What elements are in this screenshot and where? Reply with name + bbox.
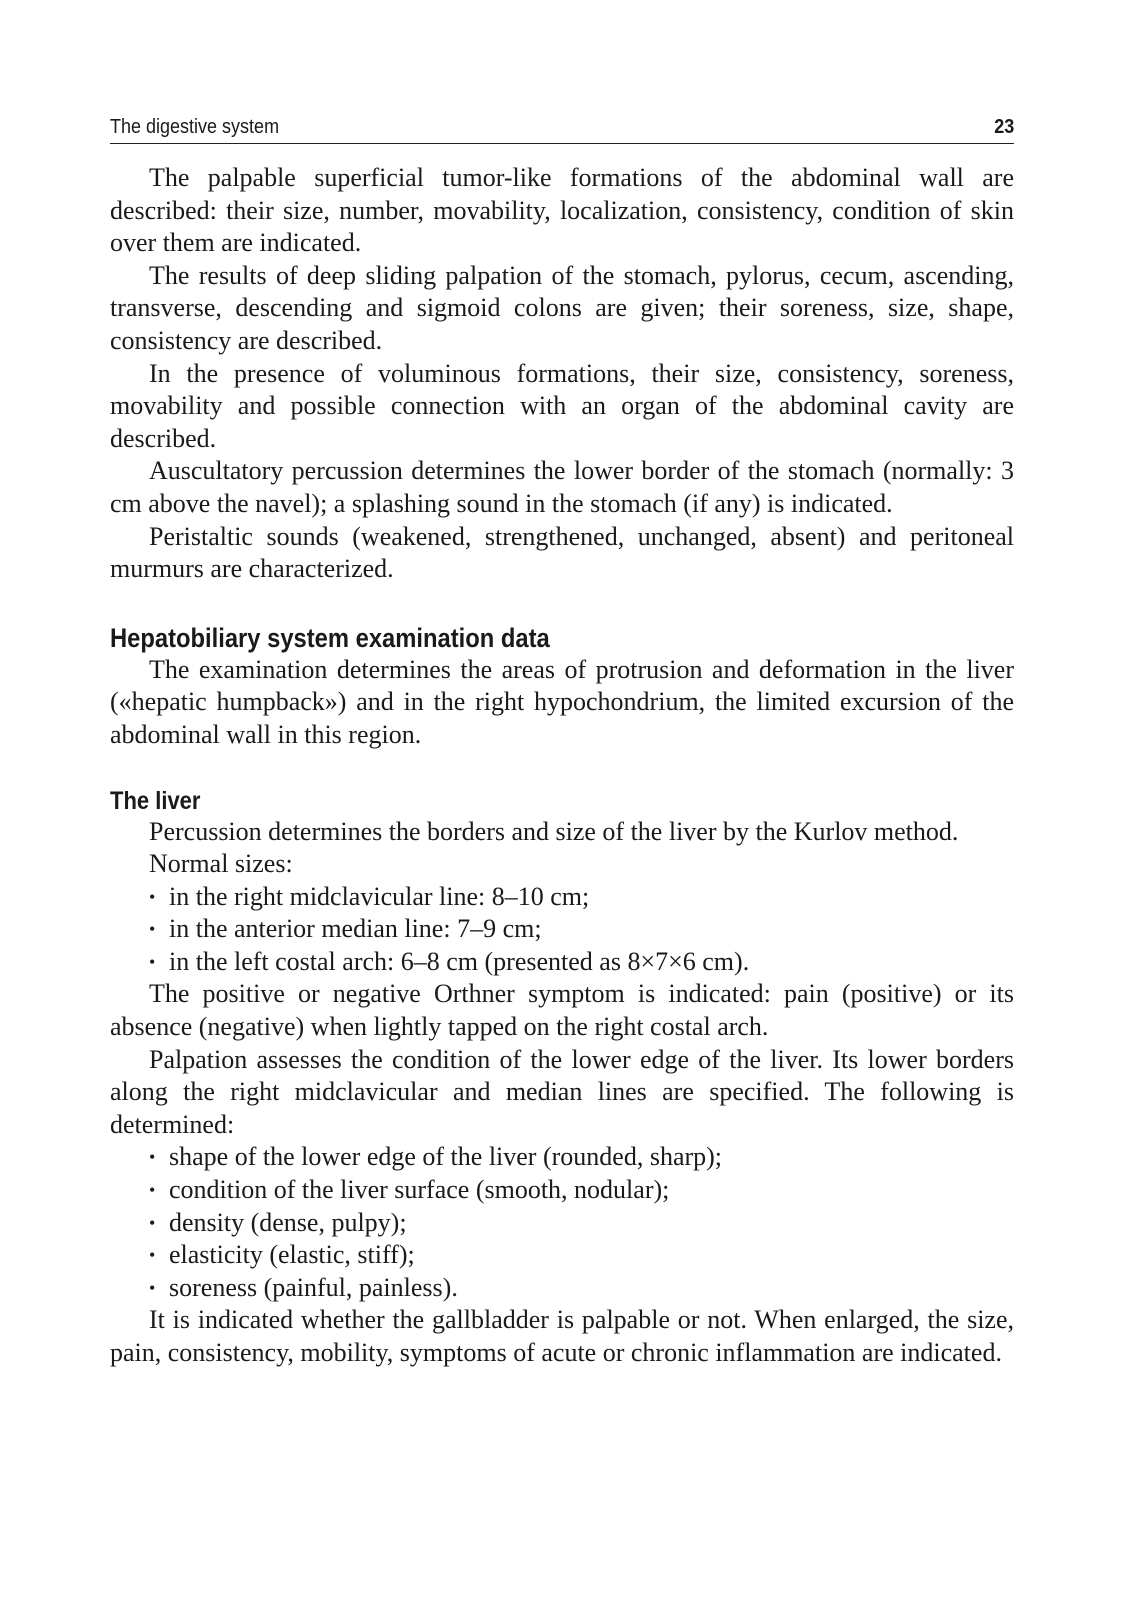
bullet-icon: • (149, 1180, 156, 1201)
bullet-icon: • (149, 1245, 156, 1266)
list-item: • elasticity (elastic, stiff); (149, 1239, 1014, 1272)
bullet-icon: • (149, 919, 156, 940)
paragraph-liver-percussion: Percussion determines the borders and size of the liver by the Kurlov method. (149, 816, 959, 846)
list-liver-features (110, 1141, 1014, 1304)
bullet-icon: • (149, 951, 156, 972)
list-item: • soreness (painful, painless). (149, 1272, 1014, 1305)
paragraph-peristaltic-sounds: Peristaltic sounds (weakened, strengthened, unchanged, absent) and peritoneal murmurs are characterized. (110, 521, 1014, 584)
document-page (110, 105, 1014, 1370)
paragraph-hepatobiliary-examination: The examination determines the areas of protrusion and deformation in the liver («hepatic humpback») and in the right hypochondrium, the limited excursion of the abdominal wall in this region. (110, 654, 1014, 749)
page-number: 23 (993, 116, 1014, 138)
bullet-icon: • (149, 886, 156, 907)
paragraph-normal-sizes: Normal sizes: (149, 849, 293, 879)
bullet-icon: • (149, 1277, 156, 1298)
list-item: • in the left costal arch: 6–8 cm (presented as 8×7×6 cm). (149, 946, 1014, 979)
paragraph-auscultatory-percussion: Auscultatory percussion determines the lower border of the stomach (normally: 3 cm above the navel); a splashing sound in the stomach (if any) is indicated. (110, 456, 1014, 518)
list-item: • condition of the liver surface (smooth, nodular); (149, 1174, 1014, 1207)
list-item: • in the anterior median line: 7–9 cm; (149, 913, 1014, 946)
running-header (110, 105, 1014, 144)
paragraph-deep-palpation: The results of deep sliding palpation of the stomach, pylorus, cecum, ascending, transverse, descending and sigmoid colons are given; their soreness, size, shape, consistency are described. (110, 260, 1014, 355)
bullet-icon: • (149, 1212, 156, 1233)
paragraph-palpation: Palpation assesses the condition of the lower edge of the liver. Its lower borders along the right midclavicular and median lines are specified. The following is determined: (110, 1044, 1014, 1139)
section-heading-hepatobiliary: Hepatobiliary system examination data (110, 622, 550, 653)
list-item: • in the right midclavicular line: 8–10 cm; (149, 881, 1014, 914)
list-item: • shape of the lower edge of the liver (rounded, sharp); (149, 1141, 1014, 1174)
subsection-heading-liver: The liver (110, 786, 201, 815)
list-item: • density (dense, pulpy); (149, 1207, 1014, 1240)
paragraph-voluminous-formations: In the presence of voluminous formations, their size, consistency, soreness, movability and possible connection with an organ of the abdominal cavity are described. (110, 358, 1014, 453)
paragraph-orthner-symptom: The positive or negative Orthner symptom is indicated: pain (positive) or its absence (negative) when lightly tapped on the right costal arch. (110, 979, 1014, 1042)
body-text (110, 162, 1014, 1370)
paragraph-gallbladder: It is indicated whether the gallbladder is palpable or not. When enlarged, the size, pain, consistency, mobility, symptoms of acute or chronic inflammation are indicated. (110, 1305, 1014, 1367)
running-title: The digestive system (110, 116, 280, 138)
paragraph-superficial-formations: The palpable superficial tumor-like formations of the abdominal wall are described: their size, number, movability, localization, consistency, condition of skin over them are indicated. (110, 163, 1014, 258)
bullet-icon: • (149, 1147, 156, 1168)
list-liver-sizes (110, 881, 1014, 979)
